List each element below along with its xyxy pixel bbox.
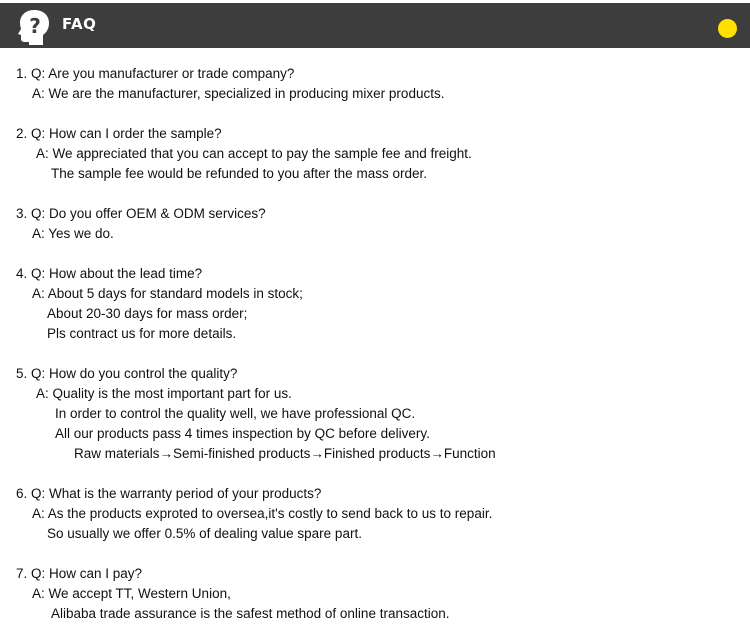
svg-text:?: ? (29, 14, 41, 38)
faq-answer: All our products pass 4 times inspection by QC before delivery. (55, 426, 430, 441)
faq-answer: Raw materials→Semi-finished products→Finished products→Function (74, 446, 496, 461)
faq-answer: A: Yes we do. (32, 226, 114, 241)
faq-question: 7. Q: How can I pay? (16, 566, 143, 581)
faq-question: 5. Q: How do you control the quality? (16, 366, 238, 381)
faq-title: FAQ (62, 15, 97, 33)
faq-answer: About 20-30 days for mass order; (47, 306, 248, 321)
faq-answer: A: We are the manufacturer, specialized in producing mixer products. (32, 86, 445, 101)
faq-question: 2. Q: How can I order the sample? (16, 126, 222, 141)
faq-answer: Alibaba trade assurance is the safest method of online transaction. (51, 606, 450, 621)
faq-answer: So usually we offer 0.5% of dealing value spare part. (47, 526, 362, 541)
faq-answer: A: We accept TT, Western Union, (32, 586, 231, 601)
faq-question: 1. Q: Are you manufacturer or trade company? (16, 66, 295, 81)
faq-answer: A: We appreciated that you can accept to pay the sample fee and freight. (36, 146, 472, 161)
faq-answer: Pls contract us for more details. (47, 326, 237, 341)
faq-answer: In order to control the quality well, we have professional QC. (55, 406, 416, 421)
faq-answer: A: As the products exproted to oversea,it's costly to send back to us to repair. (32, 506, 493, 521)
faq-question: 4. Q: How about the lead time? (16, 266, 203, 281)
faq-answer: A: Quality is the most important part for us. (36, 386, 292, 401)
faq-answer: The sample fee would be refunded to you after the mass order. (51, 166, 427, 181)
faq-question: 3. Q: Do you offer OEM & ODM services? (16, 206, 266, 221)
faq-header-bar (0, 3, 750, 48)
head-question-icon (18, 9, 50, 45)
faq-question: 6. Q: What is the warranty period of your products? (16, 486, 322, 501)
yellow-dot-icon (718, 19, 737, 38)
faq-answer: A: About 5 days for standard models in stock; (32, 286, 303, 301)
